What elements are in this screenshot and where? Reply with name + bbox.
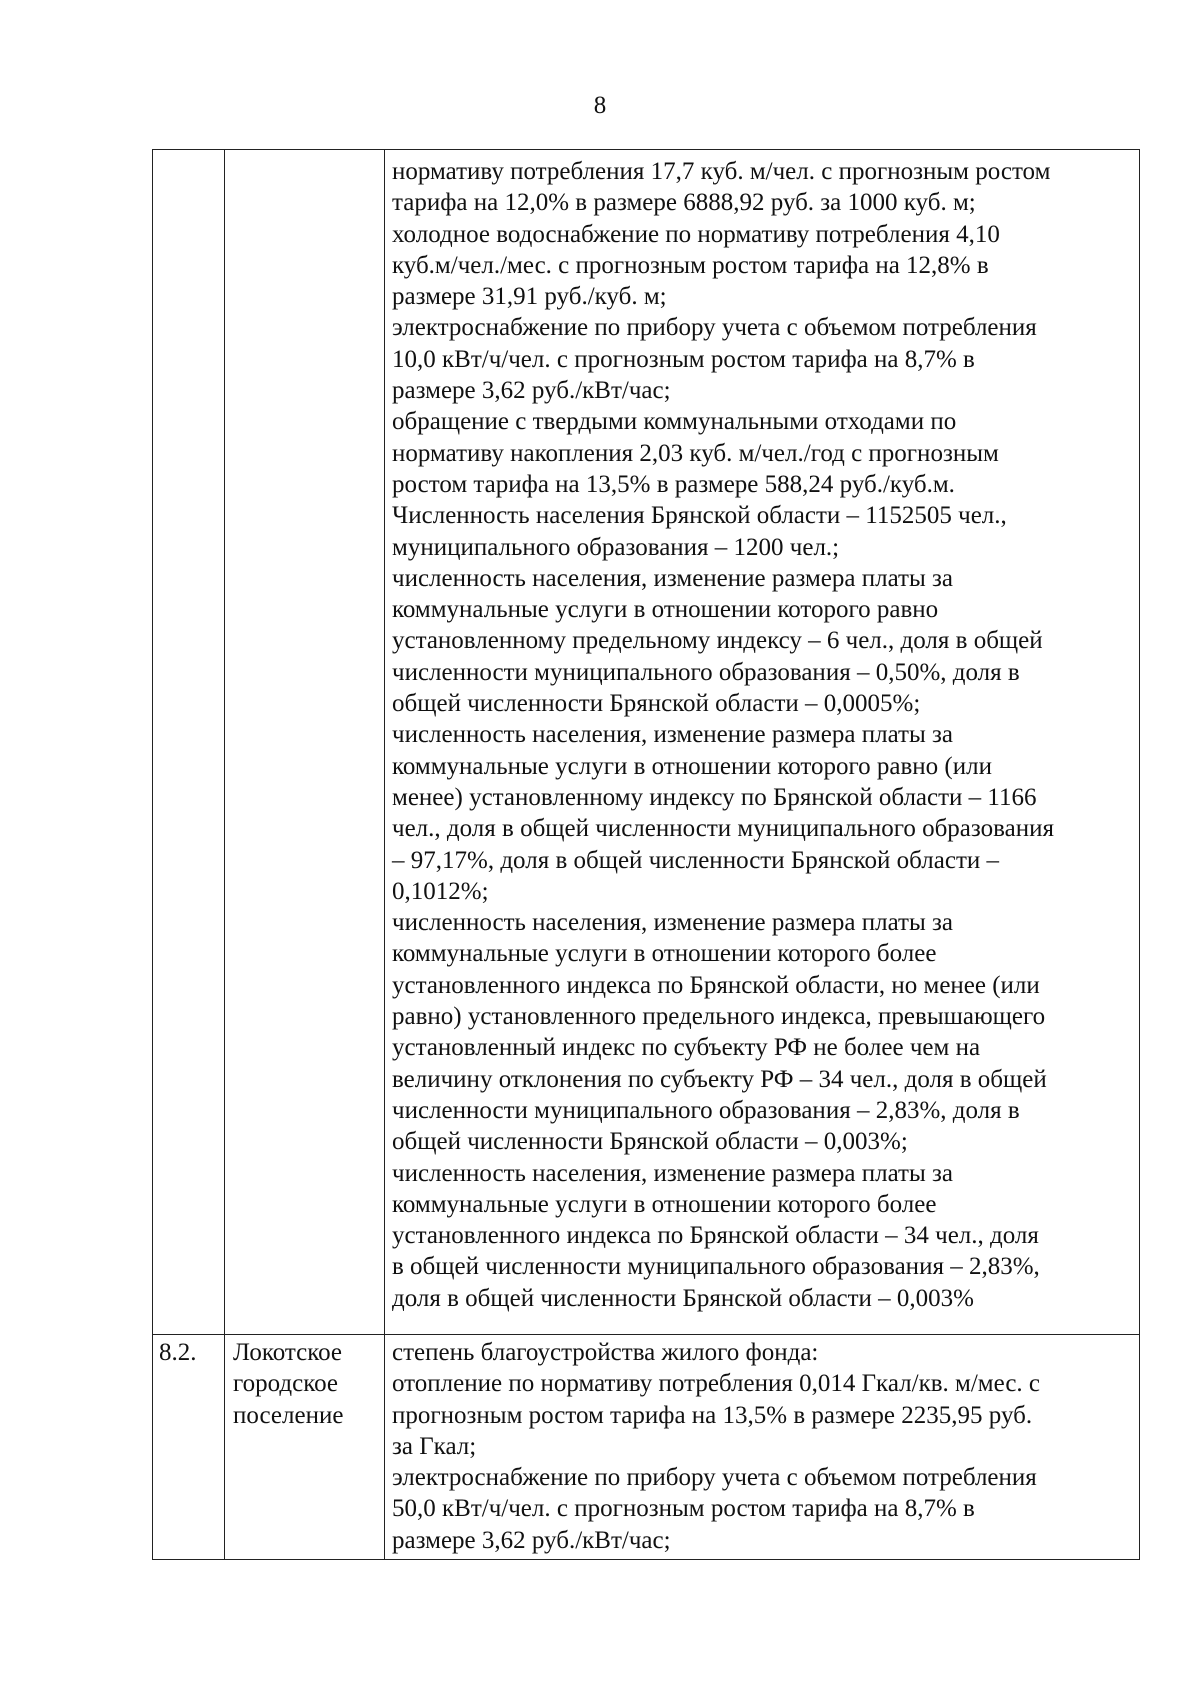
text-line: Численность населения Брянской области – 1152505 чел.,	[392, 502, 1007, 530]
text-line: 0,1012%;	[392, 877, 489, 905]
text-line: коммунальные услуги в отношении которого равно	[392, 596, 939, 624]
text-line: установленного индекса по Брянской области – 34 чел., доля	[392, 1222, 1039, 1250]
text-line: электроснабжение по прибору учета с объемом потребления	[392, 1464, 1037, 1492]
text-line: 50,0 кВт/ч/чел. с прогнозным ростом тарифа на 8,7% в	[392, 1495, 975, 1523]
text-line: величину отклонения по субъекту РФ – 34 чел., доля в общей	[392, 1065, 1047, 1093]
text-line: общей численности Брянской области – 0,003%;	[392, 1128, 908, 1156]
row-number-cell	[153, 150, 225, 1335]
text-line: численности муниципального образования – 2,83%, доля в	[392, 1096, 1020, 1124]
text-line: численности муниципального образования – 0,50%, доля в	[392, 658, 1020, 686]
text-line: доля в общей численности Брянской области – 0,003%	[392, 1284, 974, 1312]
text-line: численность населения, изменение размера платы за	[392, 721, 953, 749]
text-line: чел., доля в общей численности муниципального образования	[392, 815, 1054, 843]
text-line: в общей численности муниципального образования – 2,83%,	[392, 1253, 1040, 1281]
text-line: степень благоустройства жилого фонда:	[392, 1339, 819, 1366]
text-line: размере 3,62 руб./кВт/час;	[392, 1526, 671, 1554]
text-line: установленный индекс по субъекту РФ не более чем на	[392, 1034, 981, 1062]
description-cell	[385, 1335, 1140, 1560]
text-line: муниципального образования – 1200 чел.;	[392, 533, 840, 561]
text-line: общей численности Брянской области – 0,0005%;	[392, 690, 921, 718]
text-line: установленного индекса по Брянской области, но менее (или	[392, 971, 1040, 999]
text-line: коммунальные услуги в отношении которого более	[392, 940, 937, 968]
text-line: обращение с твердыми коммунальными отходами по	[392, 408, 957, 436]
table-row	[153, 1335, 1140, 1560]
page-number: 8	[593, 92, 607, 119]
text-line: холодное водоснабжение по нормативу потребления 4,10	[392, 220, 1000, 248]
text-line: нормативу накопления 2,03 куб. м/чел./год с прогнозным	[392, 439, 999, 467]
settlement-name-line: Локотское	[233, 1339, 342, 1366]
text-line: – 97,17%, доля в общей численности Брянской области –	[392, 846, 999, 874]
text-line: отопление по нормативу потребления 0,014 Гкал/кв. м/мес. с	[392, 1370, 1041, 1398]
text-line: за Гкал;	[392, 1432, 477, 1460]
row-number-cell: 8.2.	[153, 1335, 225, 1560]
settlement-name-line: городское	[233, 1370, 339, 1398]
text-line: размере 3,62 руб./кВт/час;	[392, 377, 671, 405]
text-line: менее) установленному индексу по Брянской области – 1166	[392, 783, 1037, 811]
text-line: электроснабжение по прибору учета с объемом потребления	[392, 314, 1037, 342]
description-cell	[385, 150, 1140, 1335]
text-line: численность населения, изменение размера платы за	[392, 1159, 953, 1187]
text-line: коммунальные услуги в отношении которого равно (или	[392, 752, 992, 780]
settlement-name-cell	[225, 1335, 385, 1560]
text-line: ростом тарифа на 13,5% в размере 588,24 руб./куб.м.	[392, 470, 955, 498]
text-line: численность населения, изменение размера платы за	[392, 564, 953, 592]
settlement-name-cell	[225, 150, 385, 1335]
settlement-name-line: поселение	[233, 1401, 344, 1429]
data-table	[152, 149, 1140, 1560]
text-line: установленному предельному индексу – 6 чел., доля в общей	[392, 627, 1043, 655]
text-line: численность населения, изменение размера платы за	[392, 909, 953, 937]
text-line: прогнозным ростом тарифа на 13,5% в размере 2235,95 руб.	[392, 1401, 1033, 1429]
text-line: куб.м/чел./мес. с прогнозным ростом тарифа на 12,8% в	[392, 251, 989, 279]
text-line: нормативу потребления 17,7 куб. м/чел. с прогнозным ростом	[392, 158, 1051, 185]
text-line: размере 31,91 руб./куб. м;	[392, 283, 667, 311]
text-line: равно) установленного предельного индекса, превышающего	[392, 1003, 1046, 1031]
table-row	[153, 150, 1140, 1335]
text-line: тарифа на 12,0% в размере 6888,92 руб. за 1000 куб. м;	[392, 189, 976, 217]
text-line: коммунальные услуги в отношении которого более	[392, 1190, 937, 1218]
text-line: 10,0 кВт/ч/чел. с прогнозным ростом тарифа на 8,7% в	[392, 345, 975, 373]
